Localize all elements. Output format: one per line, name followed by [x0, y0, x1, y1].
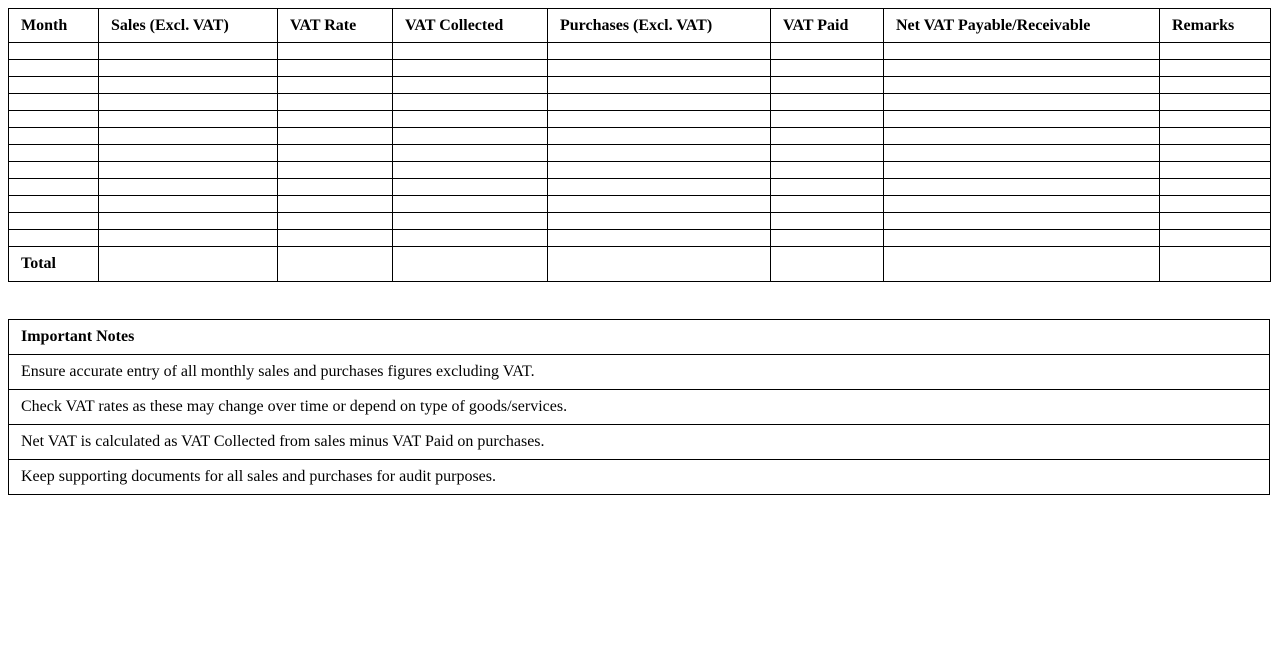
- header-remarks: Remarks: [1160, 9, 1271, 43]
- purchases-cell[interactable]: [548, 230, 771, 247]
- total-net-vat-cell[interactable]: [884, 247, 1160, 282]
- net-vat-cell[interactable]: [884, 145, 1160, 162]
- important-notes-table: [8, 319, 1270, 495]
- vat-paid-cell[interactable]: [771, 196, 884, 213]
- vat-tracking-table: [8, 8, 1271, 282]
- remarks-cell[interactable]: [1160, 162, 1271, 179]
- total-vat-paid-cell[interactable]: [771, 247, 884, 282]
- purchases-cell[interactable]: [548, 213, 771, 230]
- vat-collected-cell[interactable]: [393, 196, 548, 213]
- sales-cell[interactable]: [99, 196, 278, 213]
- remarks-cell[interactable]: [1160, 179, 1271, 196]
- month-cell[interactable]: [9, 145, 99, 162]
- header-vat-paid: VAT Paid: [771, 9, 884, 43]
- note-row: [9, 355, 1270, 390]
- note-item: Check VAT rates as these may change over time or depend on type of goods/services.: [9, 390, 1270, 425]
- remarks-cell[interactable]: [1160, 230, 1271, 247]
- vat-collected-cell[interactable]: [393, 213, 548, 230]
- month-cell[interactable]: [9, 43, 99, 60]
- remarks-cell[interactable]: [1160, 77, 1271, 94]
- purchases-cell[interactable]: [548, 162, 771, 179]
- header-sales-excl-vat: Sales (Excl. VAT): [99, 9, 278, 43]
- vat-paid-cell[interactable]: [771, 213, 884, 230]
- note-row: [9, 390, 1270, 425]
- sales-cell[interactable]: [99, 179, 278, 196]
- table-row: [9, 162, 1271, 179]
- vat-collected-cell[interactable]: [393, 162, 548, 179]
- net-vat-cell[interactable]: [884, 111, 1160, 128]
- remarks-cell[interactable]: [1160, 111, 1271, 128]
- table-row: [9, 43, 1271, 60]
- vat-rate-cell[interactable]: [278, 128, 393, 145]
- net-vat-cell[interactable]: [884, 43, 1160, 60]
- vat-collected-cell[interactable]: [393, 43, 548, 60]
- vat-paid-cell[interactable]: [771, 94, 884, 111]
- remarks-cell[interactable]: [1160, 60, 1271, 77]
- purchases-cell[interactable]: [548, 43, 771, 60]
- header-purchases-excl-vat: Purchases (Excl. VAT): [548, 9, 771, 43]
- purchases-cell[interactable]: [548, 145, 771, 162]
- sales-cell[interactable]: [99, 77, 278, 94]
- total-vat-rate-cell[interactable]: [278, 247, 393, 282]
- purchases-cell[interactable]: [548, 196, 771, 213]
- vat-rate-cell[interactable]: [278, 145, 393, 162]
- sales-cell[interactable]: [99, 213, 278, 230]
- sales-cell[interactable]: [99, 145, 278, 162]
- table-row: [9, 213, 1271, 230]
- vat-paid-cell[interactable]: [771, 162, 884, 179]
- note-item: Keep supporting documents for all sales and purchases for audit purposes.: [9, 460, 1270, 495]
- net-vat-cell[interactable]: [884, 77, 1160, 94]
- vat-paid-cell[interactable]: [771, 43, 884, 60]
- sales-cell[interactable]: [99, 230, 278, 247]
- vat-rate-cell[interactable]: [278, 111, 393, 128]
- table-body: [9, 43, 1271, 247]
- note-row: [9, 425, 1270, 460]
- net-vat-cell[interactable]: [884, 94, 1160, 111]
- sales-cell[interactable]: [99, 162, 278, 179]
- sales-cell[interactable]: [99, 128, 278, 145]
- month-cell[interactable]: [9, 196, 99, 213]
- vat-rate-cell[interactable]: [278, 162, 393, 179]
- header-net-vat: Net VAT Payable/Receivable: [884, 9, 1160, 43]
- net-vat-cell[interactable]: [884, 60, 1160, 77]
- vat-rate-cell[interactable]: [278, 94, 393, 111]
- remarks-cell[interactable]: [1160, 145, 1271, 162]
- note-item: Ensure accurate entry of all monthly sales and purchases figures excluding VAT.: [9, 355, 1270, 390]
- vat-collected-cell[interactable]: [393, 77, 548, 94]
- vat-paid-cell[interactable]: [771, 145, 884, 162]
- vat-paid-cell[interactable]: [771, 179, 884, 196]
- month-cell[interactable]: [9, 60, 99, 77]
- notes-heading-row: [9, 320, 1270, 355]
- purchases-cell[interactable]: [548, 77, 771, 94]
- header-vat-collected: VAT Collected: [393, 9, 548, 43]
- remarks-cell[interactable]: [1160, 128, 1271, 145]
- vat-rate-cell[interactable]: [278, 196, 393, 213]
- month-cell[interactable]: [9, 77, 99, 94]
- note-row: [9, 460, 1270, 495]
- month-cell[interactable]: [9, 162, 99, 179]
- vat-paid-cell[interactable]: [771, 111, 884, 128]
- table-row: [9, 128, 1271, 145]
- notes-heading: Important Notes: [9, 320, 1270, 355]
- month-cell[interactable]: [9, 179, 99, 196]
- remarks-cell[interactable]: [1160, 196, 1271, 213]
- table-row: [9, 145, 1271, 162]
- header-row: [9, 9, 1271, 43]
- vat-rate-cell[interactable]: [278, 230, 393, 247]
- vat-rate-cell[interactable]: [278, 213, 393, 230]
- note-item: Net VAT is calculated as VAT Collected from sales minus VAT Paid on purchases.: [9, 425, 1270, 460]
- month-cell[interactable]: [9, 111, 99, 128]
- remarks-cell[interactable]: [1160, 213, 1271, 230]
- vat-rate-cell[interactable]: [278, 60, 393, 77]
- total-remarks-cell[interactable]: [1160, 247, 1271, 282]
- vat-collected-cell[interactable]: [393, 94, 548, 111]
- vat-paid-cell[interactable]: [771, 77, 884, 94]
- net-vat-cell[interactable]: [884, 128, 1160, 145]
- vat-collected-cell[interactable]: [393, 60, 548, 77]
- purchases-cell[interactable]: [548, 128, 771, 145]
- month-cell[interactable]: [9, 128, 99, 145]
- table-row: [9, 94, 1271, 111]
- vat-collected-cell[interactable]: [393, 128, 548, 145]
- table-row: [9, 230, 1271, 247]
- net-vat-cell[interactable]: [884, 179, 1160, 196]
- vat-collected-cell[interactable]: [393, 179, 548, 196]
- net-vat-cell[interactable]: [884, 230, 1160, 247]
- table-row: [9, 60, 1271, 77]
- vat-collected-cell[interactable]: [393, 230, 548, 247]
- remarks-cell[interactable]: [1160, 94, 1271, 111]
- purchases-cell[interactable]: [548, 179, 771, 196]
- vat-paid-cell[interactable]: [771, 230, 884, 247]
- vat-rate-cell[interactable]: [278, 43, 393, 60]
- sales-cell[interactable]: [99, 111, 278, 128]
- purchases-cell[interactable]: [548, 111, 771, 128]
- sales-cell[interactable]: [99, 60, 278, 77]
- total-label: Total: [9, 247, 99, 282]
- total-sales-cell[interactable]: [99, 247, 278, 282]
- vat-collected-cell[interactable]: [393, 145, 548, 162]
- remarks-cell[interactable]: [1160, 43, 1271, 60]
- net-vat-cell[interactable]: [884, 196, 1160, 213]
- total-vat-collected-cell[interactable]: [393, 247, 548, 282]
- vat-paid-cell[interactable]: [771, 60, 884, 77]
- table-row: [9, 196, 1271, 213]
- purchases-cell[interactable]: [548, 60, 771, 77]
- purchases-cell[interactable]: [548, 94, 771, 111]
- month-cell[interactable]: [9, 94, 99, 111]
- vat-paid-cell[interactable]: [771, 128, 884, 145]
- total-purchases-cell[interactable]: [548, 247, 771, 282]
- header-vat-rate: VAT Rate: [278, 9, 393, 43]
- total-row: [9, 247, 1271, 282]
- table-row: [9, 77, 1271, 94]
- table-row: [9, 179, 1271, 196]
- month-cell[interactable]: [9, 230, 99, 247]
- vat-rate-cell[interactable]: [278, 179, 393, 196]
- sales-cell[interactable]: [99, 43, 278, 60]
- sales-cell[interactable]: [99, 94, 278, 111]
- month-cell[interactable]: [9, 213, 99, 230]
- net-vat-cell[interactable]: [884, 162, 1160, 179]
- net-vat-cell[interactable]: [884, 213, 1160, 230]
- header-month: Month: [9, 9, 99, 43]
- vat-rate-cell[interactable]: [278, 77, 393, 94]
- vat-collected-cell[interactable]: [393, 111, 548, 128]
- table-row: [9, 111, 1271, 128]
